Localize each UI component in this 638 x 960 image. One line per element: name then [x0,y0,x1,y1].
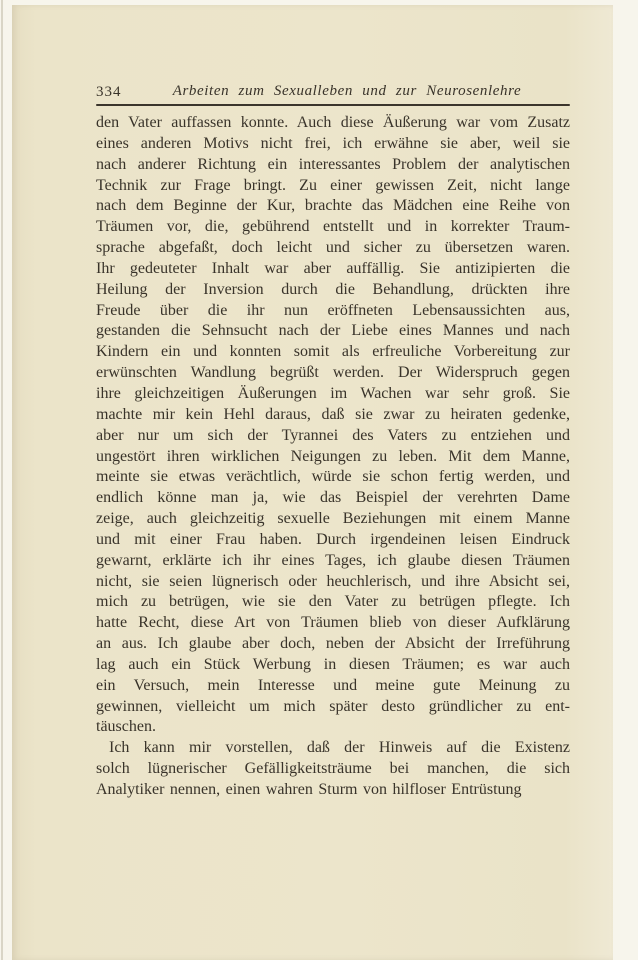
text-line: nach dem Beginne der Kur, brachte das Mädchen eine Reihe von [96,197,570,215]
running-head-row [96,84,570,99]
text-line: ungestört ihren wirklichen Neigungen zu leben. Mit dem Manne, [96,447,570,465]
text-line: ein Versuch, mein Interesse und meine gute Meinung zu [96,676,570,694]
text-line: gewarnt, erklärte ich ihr eines Tages, ich glaube diesen Träumen [96,551,570,569]
text-line: gewinnen, vielleicht um mich später desto gründlicher zu ent- [96,697,570,715]
text-line: machte mir kein Hehl daraus, daß sie zwar zu heiraten gedenke, [96,405,570,423]
text-line: Heilung der Inversion durch die Behandlung, drückten ihre [96,280,570,298]
text-line: zeige, auch gleichzeitig sexuelle Beziehungen mit einem Manne [96,510,570,528]
text-line: ihre gleichzeitigen Äußerungen im Wachen war sehr groß. Sie [96,384,570,402]
text-line: nach anderer Richtung ein interessantes Problem der analytischen [96,155,570,173]
text-line: Ich kann mir vorstellen, daß der Hinweis auf die Existenz [109,739,570,757]
text-line: lag auch ein Stück Werbung in diesen Träumen; es war auch [96,655,570,673]
book-page [12,5,613,960]
text-line: aber nur um sich der Tyrannei des Vaters zu entziehen und [96,426,570,444]
page-content [96,84,570,801]
header-rule [96,104,570,106]
text-line: täuschen. [96,718,156,736]
text-line: und mit einer Frau haben. Durch irgendeinen leisen Eindruck [96,530,570,548]
text-line: meinte sie etwas verächtlich, würde sie schon fertig werden, und [96,468,570,486]
text-line: mich zu betrügen, wie sie den Vater zu betrügen pflegte. Ich [96,593,570,611]
text-line: Ihr gedeuteter Inhalt war aber auffällig. Sie antizipierten die [96,259,570,277]
text-line: endlich könne man ja, wie das Beispiel der verehrten Dame [96,489,570,507]
text-line: eines anderen Motivs nicht frei, ich erwähne sie aber, weil sie [96,134,570,152]
page-number: 334 [96,84,122,100]
text-line: hatte Recht, diese Art von Träumen blieb von dieser Aufklärung [96,614,570,632]
text-line: solch lügnerischer Gefälligkeitsträume bei manchen, die sich [96,760,570,778]
text-line: nicht, sie seien lügnerisch oder heuchlerisch, und ihre Absicht sei, [96,572,570,590]
text-line: Analytiker nennen, einen wahren Sturm von hilfloser Entrüstung [96,781,522,798]
text-line: Träumen vor, die, gebührend entstellt und in korrekter Traum- [96,218,570,236]
text-line: erwünschten Wandlung begrüßt werden. Der Widerspruch gegen [96,364,570,382]
text-line: Freude über die ihr nun eröffneten Lebensaussichten aus, [96,301,570,319]
text-line: Kindern ein und konnten somit als erfreuliche Vorbereitung zur [96,343,570,361]
text-line: sprache abgefaßt, doch leicht und sicher zu übersetzen waren. [96,239,570,257]
body-text [96,113,570,801]
text-line: gestanden die Sehnsucht nach der Liebe eines Mannes und nach [96,322,570,340]
text-line: an aus. Ich glaube aber doch, neben der Absicht der Irreführung [96,635,570,653]
running-header-title: Arbeiten zum Sexualleben und zur Neurosenlehre [172,83,522,99]
text-line: den Vater auffassen konnte. Auch diese Äußerung war vom Zusatz [96,114,570,131]
text-line: Technik zur Frage bringt. Zu einer gewissen Zeit, nicht lange [96,176,570,194]
